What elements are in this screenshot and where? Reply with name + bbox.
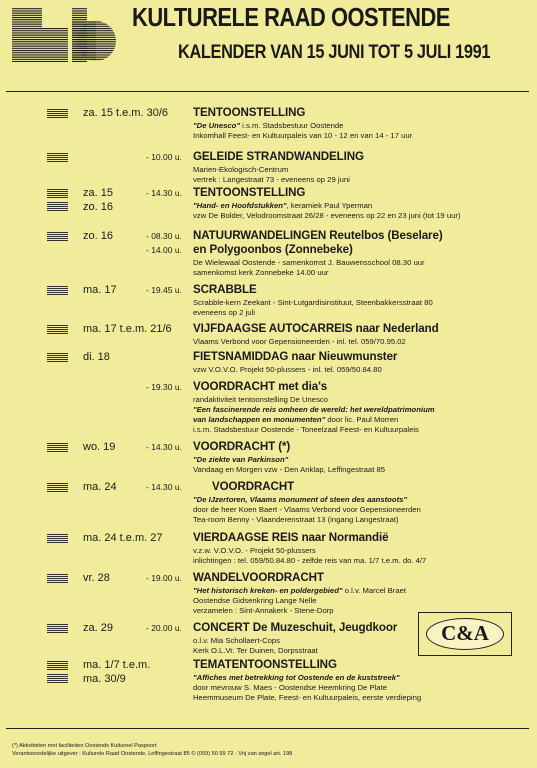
event-date: za. 15 t.e.m. 30/6: [83, 107, 168, 119]
event-detail: vertrek : Langestraat 73 - eveneens op 29 juni: [193, 175, 350, 184]
event-detail: "De ziekte van Parkinson": [193, 455, 289, 464]
event-detail: Kerk O.L.Vr. Ter Duinen, Dorpsstraat: [193, 646, 318, 655]
event-time: - 14.30 u.: [146, 482, 182, 492]
event-title: WANDELVOORDRACHT: [193, 571, 324, 584]
calendar-subtitle: KALENDER VAN 15 JUNI TOT 5 JULI 1991: [178, 42, 491, 63]
event-time-secondary: - 14.00 u.: [146, 245, 182, 255]
entry-marker-icon: [47, 661, 68, 670]
event-date: ma. 1/7 t.e.m.: [83, 659, 151, 671]
event-date: wo. 19: [83, 441, 116, 453]
event-detail: "De Unesco" i.s.m. Stadsbestuur Oostende: [193, 121, 344, 130]
entry-marker-icon: [47, 353, 68, 362]
event-detail: i.s.m. Stadsbestuur Oostende - Toneelzaal Feest- en Kultuurpaleis: [193, 425, 419, 434]
entry-marker-icon: [47, 286, 68, 295]
event-detail: van landschappen en monumenten" door lic. Paul Morren: [193, 415, 399, 424]
event-date: vr. 28: [83, 572, 110, 584]
entry-marker-icon: [47, 534, 68, 543]
entry-marker-icon: [47, 574, 68, 583]
event-date: di. 18: [83, 351, 110, 363]
event-detail: eveneens op 2 juli: [193, 308, 255, 317]
event-detail: samenkomst kerk Zonnebeke 14.00 uur: [193, 268, 329, 277]
sponsor-logo-text: C&A: [441, 621, 489, 645]
entry-marker-icon: [47, 153, 68, 162]
event-title: VOORDRACHT (*): [193, 440, 291, 453]
event-detail: verzamelen : Sint-Annakerk - Stene-Dorp: [193, 606, 334, 615]
entry-marker-icon: [47, 674, 68, 683]
event-detail: v.z.w. V.O.V.O. - Projekt 50-plussers: [193, 546, 316, 555]
event-time: - 19.45 u.: [146, 285, 182, 295]
entry-marker-icon: [47, 189, 68, 198]
event-detail: Heemmuseum De Plate, Feest- en Kultuurpaleis, eerste verdieping: [193, 693, 422, 702]
event-detail: Tea-room Benny - Vlaanderenstraat 13 (ingang Langestraat): [193, 515, 399, 524]
event-time: - 19.30 u.: [146, 382, 182, 392]
event-title: TEMATENTOONSTELLING: [193, 658, 337, 671]
event-date: zo. 16: [83, 230, 113, 242]
event-time: - 14.30 u.: [146, 442, 182, 452]
event-time: - 14.30 u.: [146, 188, 182, 198]
event-title: VOORDRACHT met dia's: [193, 380, 328, 393]
event-title: VIJFDAAGSE AUTOCARREIS naar Nederland: [193, 322, 439, 335]
entry-marker-icon: [47, 483, 68, 492]
event-title-continued: en Polygoonbos (Zonnebeke): [193, 243, 353, 256]
event-date-secondary: ma. 30/9: [83, 673, 126, 685]
event-title: VIERDAAGSE REIS naar Normandië: [193, 531, 389, 544]
event-detail: "Affiches met betrekking tot Oostende en de kuststreek": [193, 673, 400, 682]
event-detail: "De IJzertoren, Vlaams monument of steen des aanstoots": [193, 495, 408, 504]
event-detail: randaktiviteit tentoonstelling De Unesco: [193, 395, 329, 404]
header-divider: [6, 91, 529, 92]
event-detail: De Wielewaal Oostende - samenkomst J. Bauwensschool 08.30 uur: [193, 258, 425, 267]
entry-marker-icon: [47, 624, 68, 633]
event-detail: Inkomhall Feest- en Kultuurpaleis van 10 - 12 en van 14 - 17 uur: [193, 131, 413, 140]
event-title: SCRABBLE: [193, 283, 257, 296]
event-title: FIETSNAMIDDAG naar Nieuwmunster: [193, 350, 398, 363]
event-detail-emphasis: "Het historisch kreken- en poldergebied": [193, 586, 343, 595]
event-detail: "Hand- en Hoofdstukken", keramiek Paul Yperman: [193, 201, 373, 210]
event-time: - 20.00 u.: [146, 623, 182, 633]
event-title: TENTOONSTELLING: [193, 186, 306, 199]
entry-marker-icon: [47, 109, 68, 118]
event-detail: Marien-Ekologisch-Centrum: [193, 165, 289, 174]
event-detail: door mevrouw S. Maes - Oostendse Heemkring De Plate: [193, 683, 387, 692]
event-detail: Scrabble-kern Zeekant - Sint-Lutgardisinstituut, Steenbakkersstraat 80: [193, 298, 433, 307]
event-time: - 19.00 u.: [146, 573, 182, 583]
event-date: ma. 24 t.e.m. 27: [83, 532, 163, 544]
event-time: - 08.30 u.: [146, 231, 182, 241]
sponsor-logo: [418, 612, 512, 656]
event-detail: inlichtingen : tel. 059/50.84.80 - zelfde reis van ma. 1/7 t.e.m. do. 4/7: [193, 556, 427, 565]
event-date: za. 15: [83, 187, 113, 199]
footer-publisher: Verantwoordelijke uitgever : Kulturele Raad Oostende, Leffingestraat 85 © (059) 50 99 72 - Vrij van zegel art. 198: [12, 751, 293, 757]
entry-marker-icon: [47, 443, 68, 452]
event-date: ma. 17: [83, 284, 117, 296]
event-title: NATUURWANDELINGEN Reutelbos (Beselare): [193, 229, 443, 242]
event-detail: Vandaag en Morgen vzw - Den Anklap, Leffingestraat 85: [193, 465, 386, 474]
event-time: - 10.00 u.: [146, 152, 182, 162]
event-date: ma. 17 t.e.m. 21/6: [83, 323, 172, 335]
event-detail-emphasis: van landschappen en monumenten": [193, 415, 326, 424]
event-title: TENTOONSTELLING: [193, 106, 306, 119]
event-title: GELEIDE STRANDWANDELING: [193, 150, 364, 163]
event-title: VOORDRACHT: [212, 480, 295, 493]
event-detail: "Het historisch kreken- en poldergebied" o.l.v. Marcel Braet: [193, 586, 407, 595]
entry-marker-icon: [47, 232, 68, 241]
entry-marker-icon: [47, 325, 68, 334]
footer-divider: [6, 728, 529, 729]
event-detail: Vlaams Verbond voor Gepensioneerden - inl. tel. 059/70.95.02: [193, 337, 406, 346]
event-title: CONCERT De Muzeschuit, Jeugdkoor: [193, 621, 398, 634]
event-detail: o.l.v. Mia Schollaert-Cops: [193, 636, 281, 645]
event-date: ma. 24: [83, 481, 117, 493]
entry-marker-icon: [47, 202, 68, 211]
event-detail: vzw V.O.V.O. Projekt 50-plussers - inl. tel. 059/50.84.80: [193, 365, 382, 374]
event-detail-emphasis: "Hand- en Hoofdstukken": [193, 201, 287, 210]
event-date: za. 29: [83, 622, 113, 634]
kro-logo: [10, 6, 122, 64]
event-detail: door de heer Koen Baert - Vlaams Verbond voor Gepensioneerden: [193, 505, 421, 514]
event-detail-emphasis: "De Unesco": [193, 121, 241, 130]
event-detail: vzw De Bolder, Velodroomstraat 26/28 - eveneens op 22 en 23 juni (tot 19 uur): [193, 211, 461, 220]
event-detail: "Een fascinerende reis omheen de wereld: het wereldpatrimonium: [193, 405, 435, 414]
organization-title: KULTURELE RAAD OOSTENDE: [132, 4, 450, 32]
event-date-secondary: zo. 16: [83, 201, 113, 213]
footer-note: (*) Aktiviteiten met faciliteiten Oostends Kultureel Paspoort: [12, 743, 157, 749]
event-detail: Oostendse Gidsenkring Lange Nelle: [193, 596, 317, 605]
